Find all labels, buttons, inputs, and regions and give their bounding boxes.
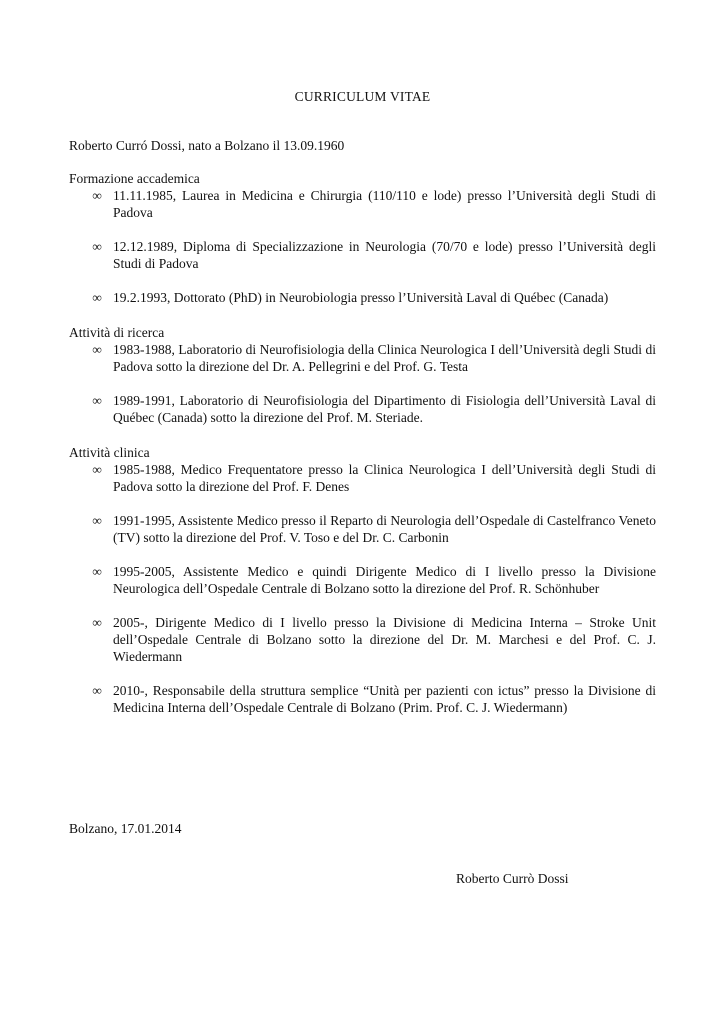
- item-list: [69, 187, 656, 306]
- infinity-bullet-icon: ∞: [92, 342, 102, 357]
- intro-line: Roberto Curró Dossi, nato a Bolzano il 13.09.1960: [69, 138, 345, 153]
- place-and-date: Bolzano, 17.01.2014: [69, 821, 182, 836]
- list-item-text: 1989-1991, Laboratorio di Neurofisiologia del Dipartimento di Fisiologia dell’Università Laval di Québec (Canada) sotto la direzione del Prof. M. Steriade.: [113, 393, 656, 425]
- list-item-text: 1995-2005, Assistente Medico e quindi Dirigente Medico di I livello presso la Divisione Neurologica dell’Ospedale Centrale di Bolzano sotto la direzione del Prof. R. Schönhuber: [113, 564, 656, 596]
- list-item: [69, 682, 656, 716]
- infinity-bullet-icon: ∞: [92, 393, 102, 408]
- list-item-text: 2005-, Dirigente Medico di I livello presso la Divisione di Medicina Interna – Stroke Unit dell’Ospedale Centrale di Bolzano sotto la direzione del Dr. M. Marchesi e del Prof. C. J. Wiedermann: [113, 615, 656, 664]
- document-page: [69, 0, 656, 1024]
- signature-name: Roberto Currò Dossi: [456, 871, 569, 886]
- list-item: [69, 563, 656, 597]
- infinity-bullet-icon: ∞: [92, 290, 102, 305]
- document-title: CURRICULUM VITAE: [294, 89, 431, 104]
- list-item-text: 19.2.1993, Dottorato (PhD) in Neurobiologia presso l’Università Laval di Québec (Canada): [113, 290, 609, 305]
- section-attivita-di-ricerca: [69, 324, 656, 426]
- list-item: [69, 238, 656, 272]
- item-list: [69, 341, 656, 426]
- infinity-bullet-icon: ∞: [92, 564, 102, 579]
- list-item-text: 1991-1995, Assistente Medico presso il Reparto di Neurologia dell’Ospedale di Castelfranco Veneto (TV) sotto la direzione del Prof. V. Toso e del Dr. C. Carbonin: [113, 513, 656, 545]
- list-item: [69, 512, 656, 546]
- infinity-bullet-icon: ∞: [92, 615, 102, 630]
- section-heading: Formazione accademica: [69, 171, 200, 186]
- item-list: [69, 461, 656, 716]
- list-item-text: 1985-1988, Medico Frequentatore presso la Clinica Neurologica I dell’Università degli Studi di Padova sotto la direzione del Prof. F. Denes: [113, 462, 656, 494]
- section-formazione-accademica: [69, 170, 656, 306]
- list-item-text: 12.12.1989, Diploma di Specializzazione in Neurologia (70/70 e lode) presso l’Università degli Studi di Padova: [113, 239, 656, 271]
- infinity-bullet-icon: ∞: [92, 683, 102, 698]
- list-item: [69, 392, 656, 426]
- list-item-text: 2010-, Responsabile della struttura semplice “Unità per pazienti con ictus” presso la Divisione di Medicina Interna dell’Ospedale Centrale di Bolzano (Prim. Prof. C. J. Wiedermann): [113, 683, 656, 715]
- list-item: [69, 614, 656, 665]
- infinity-bullet-icon: ∞: [92, 188, 102, 203]
- infinity-bullet-icon: ∞: [92, 462, 102, 477]
- list-item-text: 1983-1988, Laboratorio di Neurofisiologia della Clinica Neurologica I dell’Università degli Studi di Padova sotto la direzione del Dr. A. Pellegrini e del Prof. G. Testa: [113, 342, 656, 374]
- infinity-bullet-icon: ∞: [92, 513, 102, 528]
- list-item: [69, 187, 656, 221]
- section-heading: Attività di ricerca: [69, 325, 165, 340]
- list-item: [69, 289, 656, 306]
- section-heading: Attività clinica: [69, 445, 150, 460]
- infinity-bullet-icon: ∞: [92, 239, 102, 254]
- list-item: [69, 341, 656, 375]
- section-attivita-clinica: [69, 444, 656, 716]
- list-item-text: 11.11.1985, Laurea in Medicina e Chirurgia (110/110 e lode) presso l’Università degli Studi di Padova: [113, 188, 656, 220]
- list-item: [69, 461, 656, 495]
